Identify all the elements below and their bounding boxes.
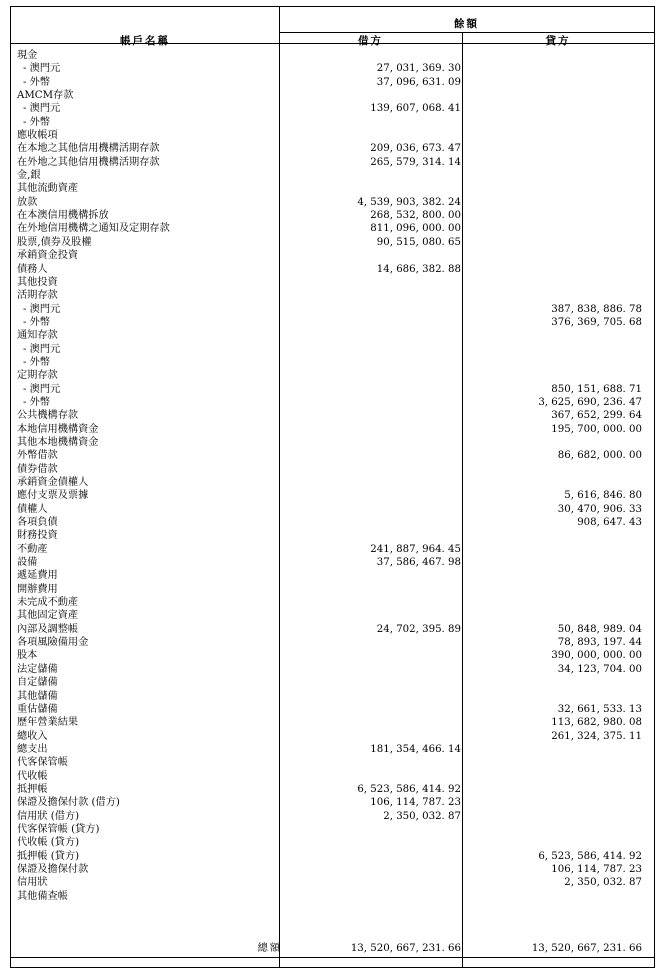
table-row <box>11 142 654 155</box>
debit-amount: 139, 607, 068. 41 <box>370 103 461 115</box>
table-row <box>11 649 654 662</box>
table-row <box>11 556 654 569</box>
account-name: - 澳門元 <box>23 63 61 75</box>
table-row <box>11 636 654 649</box>
account-name: 承銷資金投資 <box>17 250 79 262</box>
account-name: 總支出 <box>17 743 48 755</box>
debit-amount: 37, 586, 467. 98 <box>376 557 461 569</box>
table-row <box>11 850 654 863</box>
debit-amount: 2, 350, 032. 87 <box>383 810 461 822</box>
table-row <box>11 743 654 756</box>
table-row <box>11 236 654 249</box>
account-name: 內部及調整帳 <box>17 623 79 635</box>
table-row <box>11 396 654 409</box>
table-row <box>11 383 654 396</box>
account-name: 財務投資 <box>17 530 58 542</box>
account-name: 活期存款 <box>17 290 58 302</box>
account-name: 信用狀 (借方) <box>17 810 80 822</box>
table-row <box>11 489 654 502</box>
total-credit: 13, 520, 667, 231. 66 <box>531 943 642 954</box>
account-name: 重估儲備 <box>17 703 58 715</box>
credit-amount: 195, 700, 000. 00 <box>551 423 642 435</box>
credit-header: 貸方 <box>545 35 571 47</box>
account-name: 承銷資金債權人 <box>17 477 89 488</box>
credit-amount: 86, 682, 000. 00 <box>557 450 642 462</box>
account-name: 債券借款 <box>17 463 58 475</box>
account-name: 抵押帳 <box>17 783 48 795</box>
table-row <box>11 222 654 235</box>
table-row <box>11 49 654 62</box>
table-row <box>11 503 654 516</box>
table-row <box>11 209 654 222</box>
credit-amount: 6, 523, 586, 414. 92 <box>538 850 642 862</box>
account-name: 定期存款 <box>17 370 58 382</box>
debit-amount: 268, 532, 800. 00 <box>370 210 461 222</box>
table-row <box>11 369 654 382</box>
debit-amount: 24, 702, 395. 89 <box>376 623 461 635</box>
table-row <box>11 609 654 622</box>
table-row <box>11 623 654 636</box>
table-row <box>11 316 654 329</box>
account-name: - 外幣 <box>23 356 51 368</box>
table-row <box>11 276 654 289</box>
table-row <box>11 423 654 436</box>
table-row <box>11 303 654 316</box>
table-row <box>11 596 654 609</box>
debit-amount: 241, 887, 964. 45 <box>370 543 461 555</box>
account-name: - 澳門元 <box>23 103 61 115</box>
account-name: 開辦費用 <box>17 583 58 595</box>
account-name: 金,銀 <box>17 170 41 182</box>
credit-amount: 50, 848, 989. 04 <box>557 623 642 635</box>
account-name: 在外地之其他信用機構活期存款 <box>17 156 160 168</box>
account-name: 不動產 <box>17 543 48 555</box>
account-name: 代客保管帳 <box>17 757 68 769</box>
account-name: 各項負債 <box>17 517 58 529</box>
account-name: 其他儲備 <box>17 690 58 702</box>
account-name: - 外幣 <box>23 316 51 328</box>
table-row <box>11 436 654 449</box>
table-row <box>11 89 654 102</box>
account-name: 放款 <box>17 196 38 208</box>
debit-amount: 4, 539, 903, 382. 24 <box>357 196 461 208</box>
account-name: 法定儲備 <box>17 663 58 675</box>
table-row <box>11 196 654 209</box>
table-row <box>11 823 654 836</box>
credit-amount: 106, 114, 787. 23 <box>551 863 642 875</box>
table-row <box>11 863 654 876</box>
table-row <box>11 690 654 703</box>
account-name: - 外幣 <box>23 76 51 88</box>
account-name: 在本澳信用機構拆放 <box>17 210 109 222</box>
account-name: 應付支票及票據 <box>17 490 89 502</box>
debit-amount: 90, 515, 080. 65 <box>376 236 461 248</box>
table-row <box>11 343 654 356</box>
table-row <box>11 876 654 889</box>
trial-balance-sheet <box>10 6 655 968</box>
account-name: - 澳門元 <box>23 343 61 355</box>
table-row <box>11 583 654 596</box>
account-rows <box>11 49 654 903</box>
table-row <box>11 890 654 903</box>
credit-amount: 390, 000, 000. 00 <box>551 650 642 662</box>
account-name: 債務人 <box>17 263 48 275</box>
account-name: 抵押帳 (貸方) <box>17 850 80 862</box>
table-row <box>11 449 654 462</box>
account-name: 在外地信用機構之通知及定期存款 <box>17 223 170 235</box>
table-row <box>11 356 654 369</box>
account-name: 歷年營業結果 <box>17 717 79 729</box>
credit-amount: 113, 682, 980. 08 <box>551 717 642 729</box>
debit-amount: 14, 686, 382. 88 <box>376 263 461 275</box>
account-name: 其他流動資產 <box>17 183 79 195</box>
table-row <box>11 289 654 302</box>
credit-amount: 78, 893, 197. 44 <box>557 637 642 649</box>
credit-amount: 30, 470, 906. 33 <box>557 503 642 515</box>
account-name: 代客保管帳 (貸方) <box>17 823 100 835</box>
table-row <box>11 463 654 476</box>
account-name: AMCM存款 <box>17 90 74 102</box>
account-name: 其他投資 <box>17 276 58 288</box>
debit-amount: 37, 096, 631. 09 <box>376 76 461 88</box>
table-row <box>11 663 654 676</box>
table-row <box>11 836 654 849</box>
credit-amount: 367, 652, 299. 64 <box>551 410 642 422</box>
table-row <box>11 756 654 769</box>
credit-amount: 376, 369, 705. 68 <box>551 316 642 328</box>
credit-amount: 5, 616, 846. 80 <box>564 490 642 502</box>
debit-amount: 209, 036, 673. 47 <box>370 143 461 155</box>
account-name: 自定儲備 <box>17 677 58 689</box>
account-name: 設備 <box>17 557 38 569</box>
account-name: 債權人 <box>17 503 48 515</box>
debit-amount: 181, 354, 466. 14 <box>370 743 461 755</box>
table-row <box>11 529 654 542</box>
account-name: - 澳門元 <box>23 303 61 315</box>
account-name-header: 帳戶名稱 <box>120 35 170 47</box>
table-row <box>11 676 654 689</box>
table-row <box>11 703 654 716</box>
table-row <box>11 409 654 422</box>
table-row <box>11 516 654 529</box>
account-name: 其他本地機構資金 <box>17 436 99 448</box>
credit-amount: 850, 151, 688. 71 <box>551 383 642 395</box>
debit-amount: 265, 579, 314. 14 <box>370 156 461 168</box>
credit-amount: 2, 350, 032. 87 <box>564 877 642 889</box>
debit-header: 借方 <box>358 35 383 47</box>
debit-amount: 811, 096, 000. 00 <box>370 223 461 235</box>
table-row <box>11 770 654 783</box>
credit-amount: 34, 123, 704. 00 <box>557 663 642 675</box>
table-row <box>11 169 654 182</box>
debit-amount: 27, 031, 369. 30 <box>376 63 461 75</box>
table-row <box>11 156 654 169</box>
balance-header: 餘額 <box>454 18 479 30</box>
account-name: 在本地之其他信用機構活期存款 <box>17 143 160 155</box>
table-row <box>11 543 654 556</box>
table-row <box>11 329 654 342</box>
table-row <box>11 129 654 142</box>
debit-amount: 6, 523, 586, 414. 92 <box>357 783 461 795</box>
table-row <box>11 783 654 796</box>
account-name: 信用狀 <box>17 877 48 889</box>
account-name: 保證及擔保付款 (借方) <box>17 797 120 809</box>
table-row <box>11 102 654 115</box>
total-label: 總額 <box>257 943 282 954</box>
credit-amount: 387, 838, 886. 78 <box>551 303 642 315</box>
table-row <box>11 569 654 582</box>
credit-amount: 908, 647. 43 <box>577 517 642 529</box>
table-row <box>11 796 654 809</box>
table-row <box>11 76 654 89</box>
account-name: 未完成不動產 <box>17 597 79 609</box>
total-bottom-line <box>11 957 654 958</box>
account-name: 現金 <box>17 50 38 61</box>
account-name: 股票,債券及股權 <box>17 236 92 248</box>
table-row <box>11 182 654 195</box>
account-name: 其他備查帳 <box>17 890 68 902</box>
account-name: 代收帳 (貸方) <box>17 837 80 849</box>
account-name: 通知存款 <box>17 330 58 342</box>
account-name: 公共機構存款 <box>17 410 79 422</box>
table-row <box>11 476 654 489</box>
table-row <box>11 249 654 262</box>
total-row <box>11 942 654 956</box>
table-row <box>11 116 654 129</box>
account-name: 各項風險備用金 <box>17 637 89 649</box>
account-name: 代收帳 <box>17 770 48 782</box>
account-name: 股本 <box>17 650 38 662</box>
table-row <box>11 716 654 729</box>
account-name: 本地信用機構資金 <box>17 423 99 435</box>
account-name: 遞延費用 <box>17 570 58 582</box>
account-name: 總收入 <box>17 730 48 742</box>
table-row <box>11 62 654 75</box>
account-name: 應收帳項 <box>17 130 58 142</box>
credit-amount: 32, 661, 533. 13 <box>557 703 642 715</box>
account-name: - 外幣 <box>23 396 51 408</box>
table-row <box>11 730 654 743</box>
account-name: 其他固定資產 <box>17 610 79 622</box>
debit-amount: 106, 114, 787. 23 <box>370 797 461 809</box>
table-row <box>11 810 654 823</box>
account-name: 外幣借款 <box>17 450 58 462</box>
table-row <box>11 263 654 276</box>
total-debit: 13, 520, 667, 231. 66 <box>350 943 461 954</box>
account-name: - 外幣 <box>23 116 51 128</box>
account-name: 保證及擔保付款 <box>17 863 89 875</box>
credit-amount: 3, 625, 690, 236. 47 <box>538 396 642 408</box>
credit-amount: 261, 324, 375. 11 <box>551 730 642 742</box>
account-name: - 澳門元 <box>23 383 61 395</box>
